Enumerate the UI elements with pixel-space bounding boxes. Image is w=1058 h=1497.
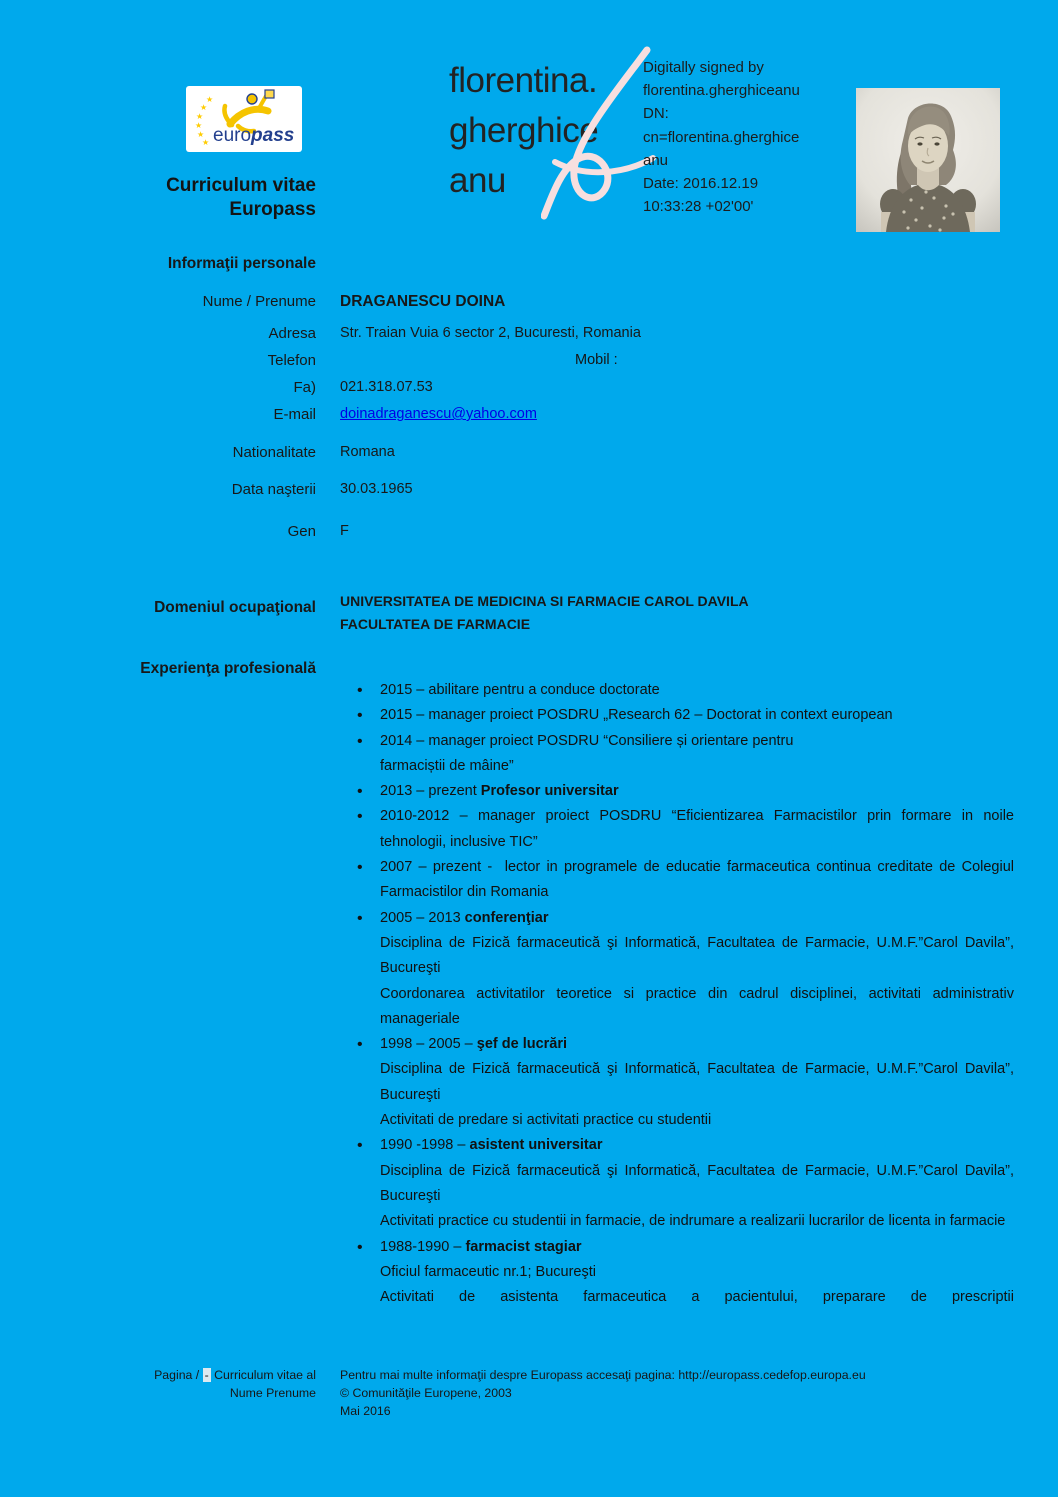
portrait-photo <box>856 88 1000 232</box>
experience-line: • 2010-2012 – manager proiect POSDRU “Eficientizarea Farmacistilor prin formare in noile tehnologii, inclusive TIC” <box>380 808 1014 850</box>
experience-line: Activitati de asistenta farmaceutica a pacientului, preparare de prescriptii <box>380 1289 1014 1306</box>
page-number-field: - <box>204 1368 209 1382</box>
experience-item <box>340 678 1014 703</box>
mobile-label: Mobil : <box>575 352 618 368</box>
experience-item <box>340 804 1014 855</box>
svg-text:★: ★ <box>195 121 203 130</box>
footer-page-pre: Pagina / <box>154 1368 203 1382</box>
experience-line: • 1988-1990 – farmacist stagiar <box>380 1238 582 1255</box>
signature-detail-line: 10:33:28 +02'00' <box>643 198 754 216</box>
experience-line: Disciplina de Fizică farmaceutică şi Informatică, Facultatea de Farmacie, U.M.F.”Carol Davila”, Bucureşti <box>380 934 1014 977</box>
experience-item <box>340 1133 1014 1234</box>
experience-line: • 2015 – manager proiect POSDRU „Research 62 – Doctorat in context european <box>380 707 893 724</box>
experience-line: • 1990 -1998 – asistent universitar <box>380 1137 603 1154</box>
occupation-value-line2: FACULTATEA DE FARMACIE <box>340 615 531 632</box>
experience-line: Oficiul farmaceutic nr.1; Bucureşti <box>380 1263 596 1280</box>
experience-line: farmaciștii de mâine” <box>380 757 514 774</box>
name-label: Nume / Prenume <box>202 293 316 310</box>
address-value: Str. Traian Vuia 6 sector 2, Bucuresti, Romania <box>340 325 641 341</box>
experience-item <box>340 779 1014 804</box>
birthdate-label: Data naşterii <box>231 481 316 498</box>
email-value-wrap <box>340 406 537 422</box>
signature-detail-line: Digitally signed by <box>643 59 764 76</box>
experience-item <box>340 1235 1014 1311</box>
page-title <box>0 174 316 222</box>
logo-pass-text: pass <box>251 125 295 146</box>
address-label: Adresa <box>268 325 316 342</box>
experience-line: • 2013 – prezent Profesor universitar <box>380 783 619 800</box>
experience-item <box>340 855 1014 906</box>
experience-line: • 2007 – prezent - lector in programele de educatie farmaceutica continua creditate de Colegiul Farmacistilor din Romania <box>380 859 1014 901</box>
name-value: DRAGANESCU DOINA <box>340 293 506 310</box>
nationality-label: Nationalitate <box>232 444 316 461</box>
fax-label: Fa) <box>293 379 316 396</box>
logo-euro-text: euro <box>213 125 252 146</box>
footer-right <box>340 1366 1020 1420</box>
experience-line: • 2015 – abilitare pentru a conduce doctorate <box>380 682 660 698</box>
logo-wordmark <box>213 125 294 146</box>
svg-text:★: ★ <box>202 138 210 147</box>
experience-label: Experienţa profesională <box>140 660 316 677</box>
nationality-value: Romana <box>340 444 395 460</box>
page-title-line1: Curriculum vitae <box>166 175 316 196</box>
section-title-personal-info: Informaţii personale <box>167 255 316 272</box>
experience-item <box>340 703 1014 728</box>
experience-line: • 2014 – manager proiect POSDRU “Consiliere și orientare pentru <box>380 732 794 749</box>
experience-line: • 2005 – 2013 conferenţiar <box>380 909 549 926</box>
signature-name-line: anu <box>449 161 506 200</box>
experience-item <box>340 906 1014 1032</box>
footer-left <box>0 1366 316 1402</box>
svg-text:★: ★ <box>206 95 214 104</box>
signature-detail-line: Date: 2016.12.19 <box>643 175 759 193</box>
page-title-line2: Europass <box>229 199 316 220</box>
footer-date-line: Mai 2016 <box>340 1404 391 1418</box>
svg-text:★: ★ <box>197 130 205 139</box>
email-label: E-mail <box>273 406 316 423</box>
signature-detail-line: cn=florentina.gherghice <box>643 128 800 146</box>
digital-signature-details <box>643 56 843 218</box>
phone-label: Telefon <box>267 352 316 369</box>
experience-line: Coordonarea activitatilor teoretice si practice din cadrul disciplinei, activitati administrativ manageriale <box>380 985 1014 1027</box>
europass-logo <box>186 86 302 152</box>
experience-item <box>340 1032 1014 1133</box>
footer-page-post: Curriculum vitae al <box>210 1368 316 1382</box>
occupation-value <box>340 590 1014 635</box>
footer-copyright-line: © Comunităţile Europene, 2003 <box>340 1386 512 1400</box>
gender-value: F <box>340 523 349 539</box>
email-link[interactable]: doinadraganescu@yahoo.com <box>340 406 537 422</box>
signature-detail-line: DN: <box>643 105 669 123</box>
europass-logo-graphic <box>186 86 302 152</box>
signature-name-line: florentina. <box>449 61 598 100</box>
fax-value: 021.318.07.53 <box>340 379 433 395</box>
experience-line: Activitati de predare si activitati practice cu studentii <box>380 1112 712 1129</box>
experience-line: Activitati practice cu studentii in farmacie, de indrumare a realizarii lucrarilor de licenta in farmacie <box>380 1213 1006 1230</box>
experience-line: Disciplina de Fizică farmaceutică şi Informatică, Facultatea de Farmacie, U.M.F.”Carol Davila”, Bucureşti <box>380 1061 1014 1103</box>
experience-list <box>340 678 1014 1310</box>
signature-detail-line: florentina.gherghiceanu <box>643 82 800 100</box>
svg-text:★: ★ <box>196 112 204 121</box>
signature-detail-line: anu <box>643 151 669 169</box>
birthdate-value: 30.03.1965 <box>340 481 413 497</box>
footer-page-line <box>0 1366 316 1384</box>
svg-text:★: ★ <box>200 103 208 112</box>
footer-info-line: Pentru mai multe informaţii despre Europass accesaţi pagina: http://europass.cedefop.europa.eu <box>340 1368 866 1382</box>
experience-item <box>340 729 1014 780</box>
footer-name-line: Nume Prenume <box>229 1386 316 1400</box>
experience-line: • 1998 – 2005 – şef de lucrări <box>380 1036 568 1053</box>
gender-label: Gen <box>287 523 316 540</box>
occupation-label: Domeniul ocupaţional <box>154 599 316 616</box>
occupation-value-line1: UNIVERSITATEA DE MEDICINA SI FARMACIE CAROL DAVILA <box>340 593 749 609</box>
signature-name-line: gherghice <box>449 111 599 150</box>
experience-line: Disciplina de Fizică farmaceutică şi Informatică, Facultatea de Farmacie, U.M.F.”Carol Davila”, Bucureşti <box>380 1162 1014 1204</box>
